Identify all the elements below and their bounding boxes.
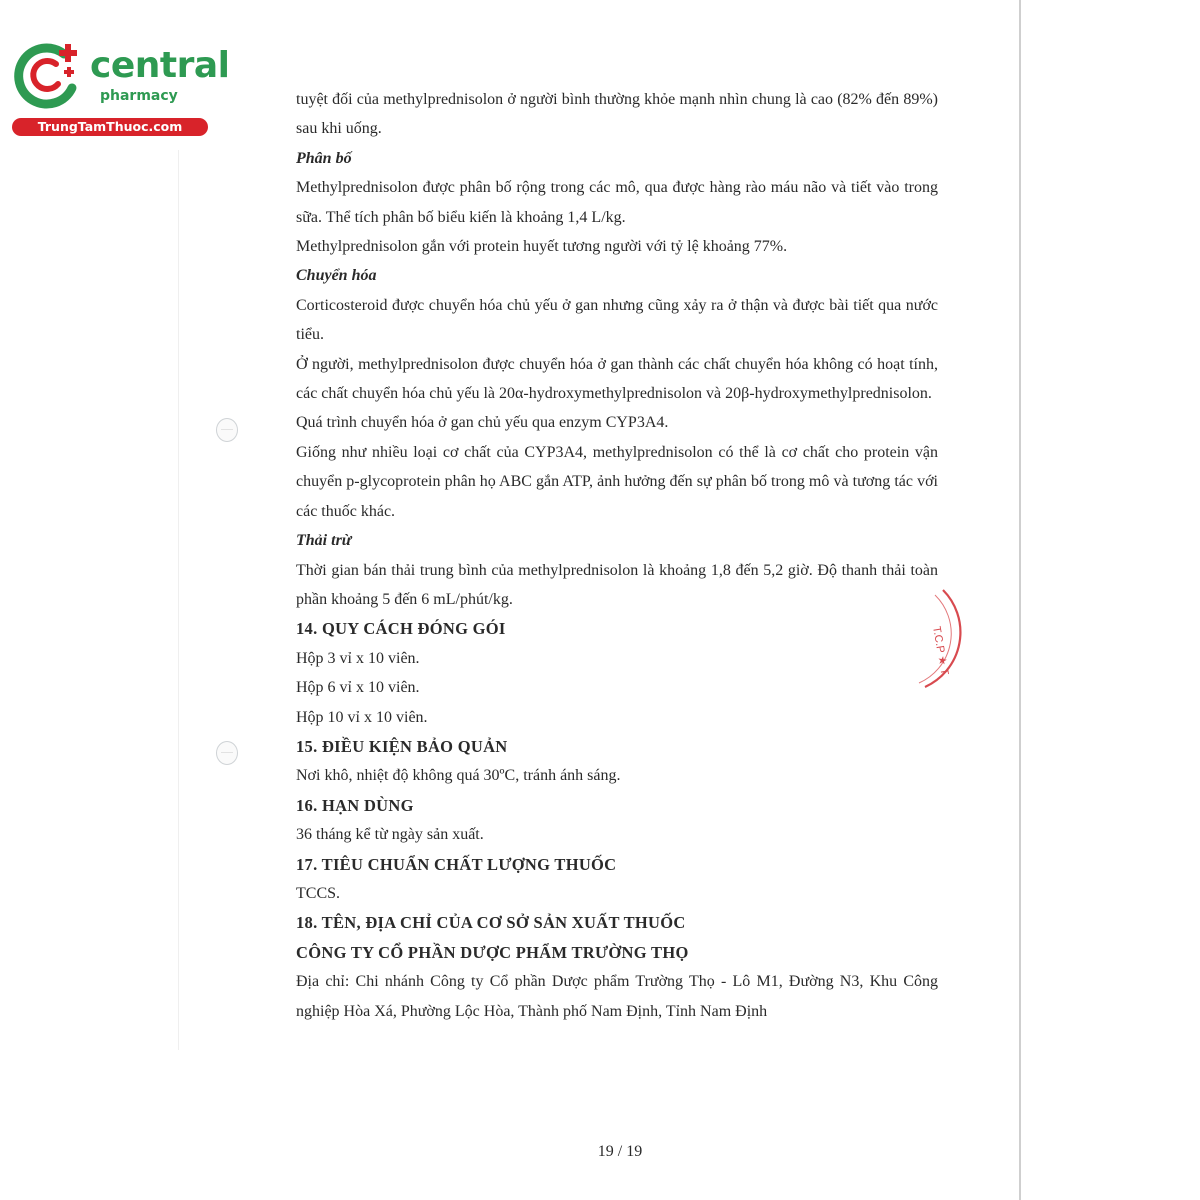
logo-name: central bbox=[90, 45, 230, 86]
central-pharmacy-logo[interactable] bbox=[12, 40, 230, 140]
paragraph: Nơi khô, nhiệt độ không quá 30ºC, tránh ánh sáng. bbox=[296, 767, 621, 785]
paragraph: tuyệt đối của methylprednisolon ở người bình thường khỏe mạnh nhìn chung là cao (82% đến 89%) sau khi uống. bbox=[296, 91, 938, 138]
logo-mark-icon bbox=[12, 40, 90, 112]
list-item: Hộp 3 vỉ x 10 viên. bbox=[296, 649, 420, 667]
company-address: Địa chỉ: Chi nhánh Công ty Cổ phần Dược phẩm Trường Thọ - Lô M1, Đường N3, Khu Công nghiệp Hòa Xá, Phường Lộc Hòa, Thành phố Nam Định, Tỉnh Nam Định bbox=[296, 973, 938, 1020]
logo-url-badge[interactable]: TrungTamThuoc.com bbox=[12, 118, 208, 136]
paragraph: Quá trình chuyển hóa ở gan chủ yếu qua enzym CYP3A4. bbox=[296, 414, 669, 432]
punch-hole bbox=[216, 418, 238, 442]
logo-subtitle: pharmacy bbox=[100, 88, 178, 104]
section-heading-14: 14. QUY CÁCH ĐÓNG GÓI bbox=[296, 619, 506, 639]
section-heading-18: 18. TÊN, ĐỊA CHỈ CỦA CƠ SỞ SẢN XUẤT THUỐC bbox=[296, 913, 686, 933]
paragraph: Methylprednisolon gắn với protein huyết tương người với tỷ lệ khoảng 77%. bbox=[296, 238, 788, 256]
stamp-text: T.C.P ★ T bbox=[930, 625, 951, 676]
page-edge-rule bbox=[1019, 0, 1021, 1200]
paragraph: Giống như nhiều loại cơ chất của CYP3A4, methylprednisolon có thể là cơ chất cho protein vận chuyển p-glycoprotein phân họ ABC gắn ATP, ảnh hưởng đến sự phân bố trong mô và tương tác với các thuốc khác. bbox=[296, 443, 938, 520]
paragraph: TCCS. bbox=[296, 884, 341, 902]
paragraph: Ở người, methylprednisolon được chuyển hóa ở gan thành các chất chuyển hóa không có hoạt tính, các chất chuyển hóa chủ yếu là 20α-hydroxymethylprednisolon và 20β-hydroxymethylprednisolon. bbox=[296, 355, 938, 403]
company-name: CÔNG TY CỔ PHẦN DƯỢC PHẨM TRƯỜNG THỌ bbox=[296, 942, 689, 962]
subheading-metabolism: Chuyển hóa bbox=[296, 267, 377, 285]
page-number: 19 / 19 bbox=[597, 1143, 643, 1160]
scan-shadow bbox=[178, 150, 179, 1050]
section-heading-17: 17. TIÊU CHUẨN CHẤT LƯỢNG THUỐC bbox=[296, 854, 617, 874]
list-item: Hộp 6 vỉ x 10 viên. bbox=[296, 679, 420, 697]
paragraph: 36 tháng kể từ ngày sản xuất. bbox=[296, 826, 484, 844]
paragraph: Corticosteroid được chuyển hóa chủ yếu ở gan nhưng cũng xảy ra ở thận và được bài tiết qua nước tiểu. bbox=[296, 296, 938, 344]
company-stamp bbox=[905, 585, 975, 695]
paragraph: Methylprednisolon được phân bố rộng trong các mô, qua được hàng rào máu não và tiết vào trong sữa. Thể tích phân bố biểu kiến là khoảng 1,4 L/kg. bbox=[296, 179, 938, 226]
document-body bbox=[296, 85, 938, 1026]
list-item: Hộp 10 vỉ x 10 viên. bbox=[296, 708, 428, 726]
subheading-elimination: Thải trừ bbox=[296, 532, 352, 550]
subheading-distribution: Phân bố bbox=[296, 149, 352, 167]
section-heading-15: 15. ĐIỀU KIỆN BẢO QUẢN bbox=[296, 736, 508, 756]
paragraph: Thời gian bán thải trung bình của methylprednisolon là khoảng 1,8 đến 5,2 giờ. Độ thanh thải toàn phần khoảng 5 đến 6 mL/phút/kg. bbox=[296, 561, 938, 608]
section-heading-16: 16. HẠN DÙNG bbox=[296, 795, 414, 815]
punch-hole bbox=[216, 741, 238, 765]
